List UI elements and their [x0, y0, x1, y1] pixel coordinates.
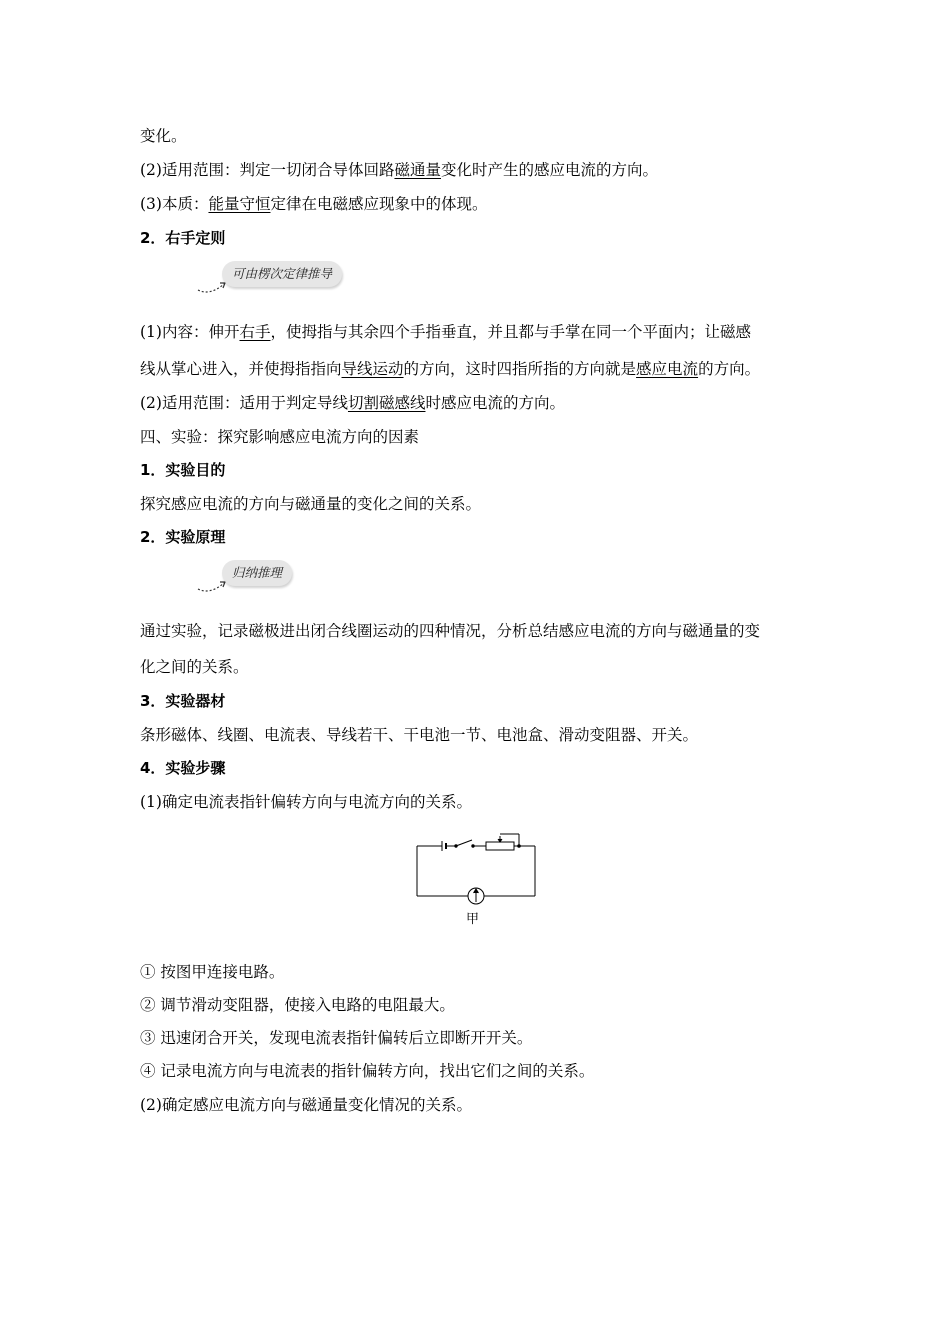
step-item: ③ 迅速闭合开关，发现电流表指针偏转后立即断开开关。 — [140, 1029, 533, 1047]
text-line: (2)适用范围：适用于判定导线切割磁感线时感应电流的方向。 — [140, 394, 565, 412]
section-heading: 3．实验器材 — [140, 692, 226, 710]
text-line: (1)内容：伸开右手，使拇指与其余四个手指垂直，并且都与手掌在同一个平面内；让磁感 — [140, 323, 751, 341]
text-line: (1)确定电流表指针偏转方向与电流方向的关系。 — [140, 793, 472, 811]
step-item: ① 按图甲连接电路。 — [140, 963, 285, 981]
step-item: ④ 记录电流方向与电流表的指针偏转方向，找出它们之间的关系。 — [140, 1062, 595, 1080]
text-line: 探究感应电流的方向与磁通量的变化之间的关系。 — [140, 495, 482, 513]
text-line: 化之间的关系。 — [140, 658, 249, 676]
section-heading: 4．实验步骤 — [140, 759, 226, 777]
badge-derivation: 可由楞次定律推导 — [222, 261, 342, 287]
section-heading: 2．实验原理 — [140, 528, 226, 546]
section-heading: 1．实验目的 — [140, 461, 226, 479]
text-line: 条形磁体、线圈、电流表、导线若干、干电池一节、电池盒、滑动变阻器、开关。 — [140, 726, 699, 744]
text-line: (2)确定感应电流方向与磁通量变化情况的关系。 — [140, 1096, 472, 1114]
text-line: 线从掌心进入，并使拇指指向导线运动的方向，这时四指所指的方向就是感应电流的方向。 — [140, 360, 761, 378]
text-line: 变化。 — [140, 127, 187, 145]
figure-caption: 甲 — [466, 912, 480, 927]
text-line: 通过实验，记录磁极进出闭合线圈运动的四种情况，分析总结感应电流的方向与磁通量的变 — [140, 622, 761, 640]
step-item: ② 调节滑动变阻器，使接入电路的电阻最大。 — [140, 996, 455, 1014]
text-line: (3)本质：能量守恒定律在电磁感应现象中的体现。 — [140, 195, 488, 213]
text-line: 四、实验：探究影响感应电流方向的因素 — [140, 428, 420, 446]
section-heading: 2．右手定则 — [140, 229, 226, 247]
badge-induction: 归纳推理 — [222, 560, 292, 586]
text-line: (2)适用范围：判定一切闭合导体回路磁通量变化时产生的感应电流的方向。 — [140, 161, 658, 179]
